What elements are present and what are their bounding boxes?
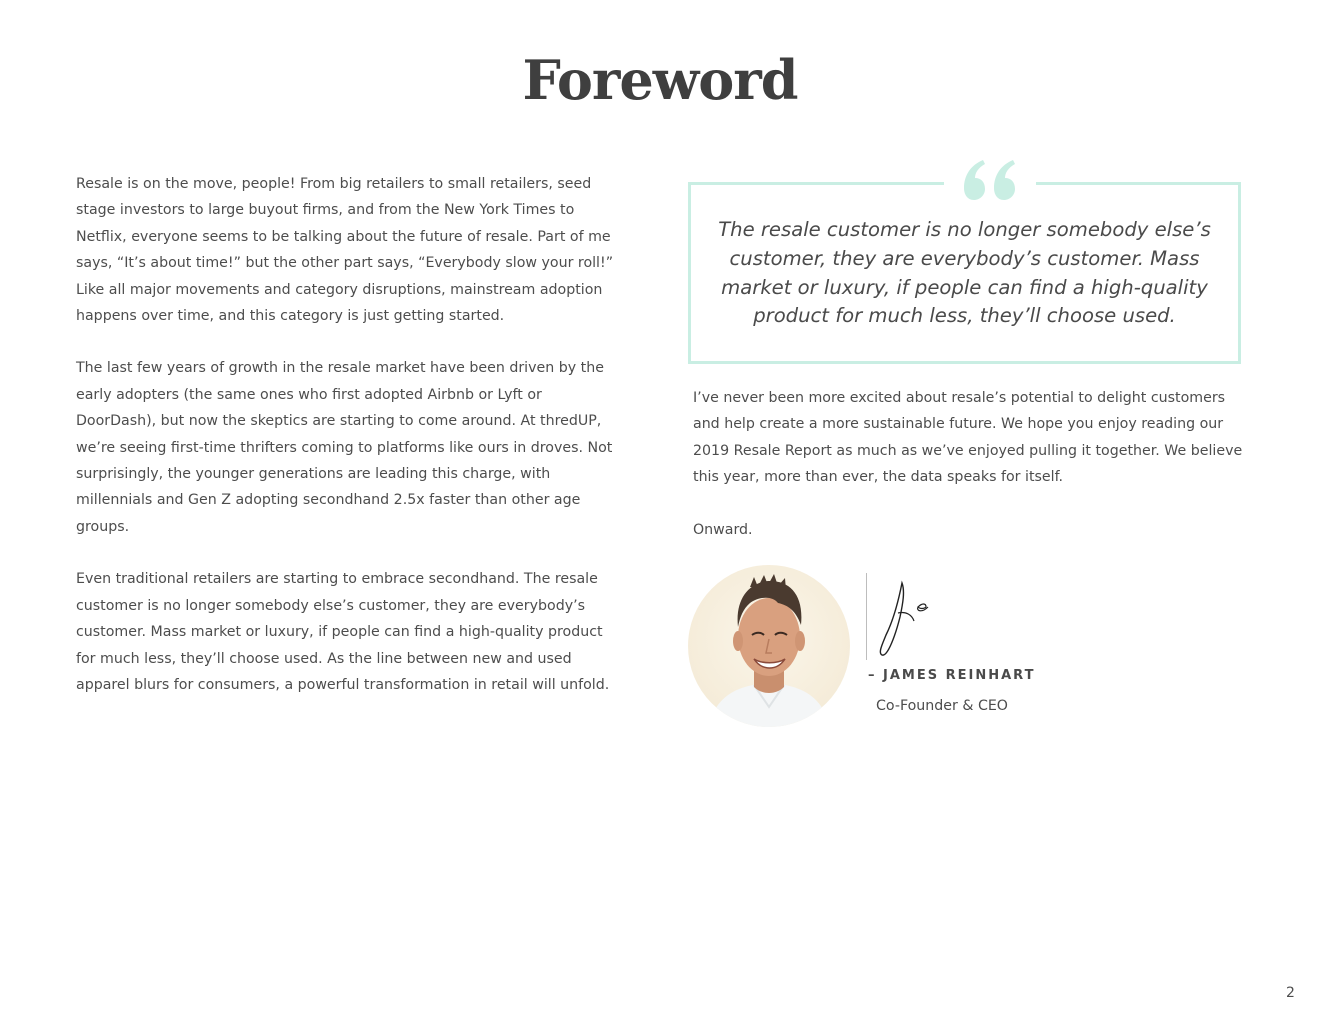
left-column — [76, 171, 616, 724]
right-paragraph-1: I’ve never been more excited about resale’s potential to delight customers and help create a more sustainable future. We hope you enjoy reading our 2019 Resale Report as much as we’ve enjoyed pulling it together. We believe this year, more than ever, the data speaks for itself. — [693, 390, 1243, 486]
pull-quote-text: The resale customer is no longer somebody else’s customer, they are everybody’s customer. Mass market or luxury, if people can find a high-quality product for much less, they’ll choose used. — [718, 218, 1211, 328]
author-name: – JAMES REINHART — [868, 668, 1036, 683]
signature-divider — [866, 573, 867, 660]
page-title: Foreword — [522, 48, 798, 112]
author-role: Co-Founder & CEO — [876, 698, 1008, 714]
left-paragraph-3: Even traditional retailers are starting to embrace secondhand. The resale customer is no longer somebody else’s customer, they are everybody’s customer. Mass market or luxury, if people can find a high-quality product for much less, they’ll choose used. As the line between new and used apparel blurs for consumers, a powerful transformation in retail will unfold. — [76, 571, 610, 693]
signature-image — [872, 573, 934, 661]
quote-mark-icon — [944, 150, 1036, 210]
left-paragraph-1: Resale is on the move, people! From big retailers to small retailers, seed stage investors to large buyout firms, and from the New York Times to Netflix, everyone seems to be talking about the future of resale. Part of me says, “It’s about time!” but the other part says, “Everybody slow your roll!” Like all major movements and category disruptions, mainstream adoption happens over time, and this category is just getting started. — [76, 176, 614, 325]
left-paragraph-2: The last few years of growth in the resale market have been driven by the early adopters (the same ones who first adopted Airbnb or Lyft or DoorDash), but now the skeptics are starting to come around. At thredUP, we’re seeing first-time thrifters coming to platforms like ours in droves. Not surprisingly, the younger generations are leading this charge, with millennials and Gen Z adopting secondhand 2.5x faster than other age groups. — [76, 360, 613, 535]
author-portrait — [688, 565, 850, 727]
page-number: 2 — [1286, 985, 1295, 1001]
author-avatar — [688, 565, 850, 727]
right-column — [693, 385, 1249, 569]
right-paragraph-2: Onward. — [693, 521, 753, 538]
